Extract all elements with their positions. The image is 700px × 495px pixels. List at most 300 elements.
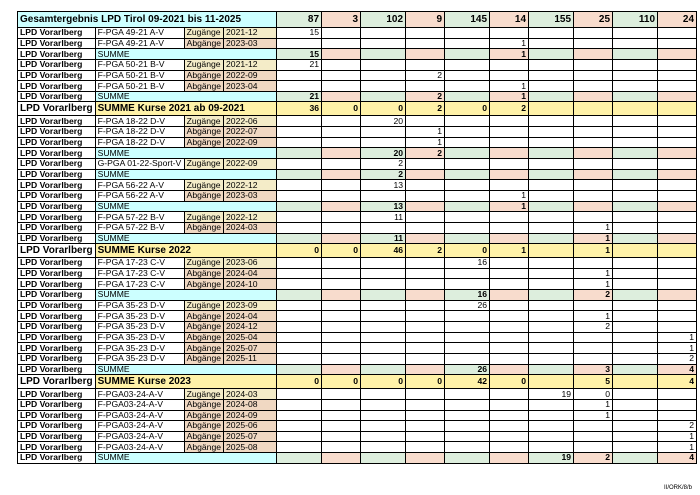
region-cell: LPD Vorarlberg <box>18 180 96 191</box>
kurs-total-value: 2 <box>406 244 445 258</box>
summe-value: 11 <box>361 233 406 244</box>
value-cell <box>277 353 322 364</box>
summe-value: 2 <box>574 453 613 464</box>
summe-value: 2 <box>406 91 445 102</box>
table-row <box>18 212 697 223</box>
region-cell: LPD Vorarlberg <box>18 201 96 212</box>
value-cell <box>529 442 574 453</box>
value-cell <box>361 332 406 343</box>
table-row <box>18 180 697 191</box>
date-cell: 2022-06 <box>224 116 277 127</box>
results-table <box>17 11 697 464</box>
table-row <box>18 410 697 421</box>
value-cell <box>529 268 574 279</box>
summe-label: SUMME <box>95 290 276 301</box>
value-cell: 20 <box>361 116 406 127</box>
value-cell <box>613 353 658 364</box>
summe-value <box>277 290 322 301</box>
course-cell: F-PGA 35-23 D-V <box>95 300 184 311</box>
value-cell <box>658 399 697 410</box>
value-cell: 1 <box>658 332 697 343</box>
date-cell: 2025-08 <box>224 442 277 453</box>
value-cell <box>445 311 490 322</box>
value-cell <box>445 28 490 39</box>
summe-label: SUMME <box>95 453 276 464</box>
value-cell <box>322 343 361 354</box>
course-cell: F-PGA 35-23 D-V <box>95 343 184 354</box>
value-cell <box>613 137 658 148</box>
summe-value <box>613 169 658 180</box>
value-cell <box>613 442 658 453</box>
value-cell <box>658 137 697 148</box>
value-cell <box>277 279 322 290</box>
value-cell <box>406 81 445 92</box>
value-cell <box>406 311 445 322</box>
value-cell <box>277 70 322 81</box>
movement-type-cell: Abgänge <box>184 81 223 92</box>
summe-value <box>406 233 445 244</box>
movement-type-cell: Abgänge <box>184 70 223 81</box>
kurs-total-value: 1 <box>574 244 613 258</box>
region-cell: LPD Vorarlberg <box>18 169 96 180</box>
value-cell <box>613 300 658 311</box>
value-cell <box>406 268 445 279</box>
value-cell <box>361 81 406 92</box>
value-cell <box>490 258 529 269</box>
kurs-total-value <box>613 102 658 116</box>
value-cell <box>406 353 445 364</box>
region-cell: LPD Vorarlberg <box>18 410 96 421</box>
summe-value: 26 <box>445 364 490 375</box>
summe-value <box>529 290 574 301</box>
kurs-total-value: 0 <box>277 244 322 258</box>
value-cell <box>574 81 613 92</box>
date-cell: 2024-04 <box>224 268 277 279</box>
value-cell <box>613 322 658 333</box>
value-cell <box>574 343 613 354</box>
value-cell <box>613 127 658 138</box>
value-cell <box>322 421 361 432</box>
value-cell <box>445 322 490 333</box>
kurs-total-value: 0 <box>490 375 529 389</box>
value-cell <box>361 421 406 432</box>
region-cell: LPD Vorarlberg <box>18 212 96 223</box>
region-cell: LPD Vorarlberg <box>18 268 96 279</box>
movement-type-cell: Abgänge <box>184 332 223 343</box>
summe-value <box>574 148 613 159</box>
course-cell: F-PGA03-24-A-V <box>95 421 184 432</box>
kurs-total-label: SUMME Kurse 2023 <box>95 375 276 389</box>
value-cell: 1 <box>406 127 445 138</box>
value-cell: 26 <box>445 300 490 311</box>
value-cell <box>529 311 574 322</box>
course-cell: G-PGA 01-22-Sport-V <box>95 159 184 170</box>
value-cell <box>361 70 406 81</box>
value-cell <box>574 421 613 432</box>
summe-value <box>529 201 574 212</box>
header-value: 87 <box>277 12 322 28</box>
value-cell <box>361 353 406 364</box>
table-row <box>18 421 697 432</box>
value-cell: 2 <box>406 70 445 81</box>
value-cell: 19 <box>529 389 574 400</box>
value-cell <box>445 442 490 453</box>
region-cell: LPD Vorarlberg <box>18 399 96 410</box>
region-cell: LPD Vorarlberg <box>18 190 96 201</box>
kurs-total-value <box>529 244 574 258</box>
summe-value <box>322 148 361 159</box>
kurs-total-row <box>18 102 697 116</box>
movement-type-cell: Abgänge <box>184 431 223 442</box>
value-cell <box>277 431 322 442</box>
value-cell <box>406 258 445 269</box>
value-cell <box>529 343 574 354</box>
value-cell <box>361 300 406 311</box>
value-cell <box>445 410 490 421</box>
date-cell: 2022-12 <box>224 212 277 223</box>
region-cell: LPD Vorarlberg <box>18 300 96 311</box>
movement-type-cell: Zugänge <box>184 180 223 191</box>
date-cell: 2021-12 <box>224 59 277 70</box>
movement-type-cell: Abgänge <box>184 137 223 148</box>
summe-value <box>322 233 361 244</box>
value-cell <box>361 279 406 290</box>
region-cell: LPD Vorarlberg <box>18 244 96 258</box>
value-cell <box>490 222 529 233</box>
value-cell <box>529 59 574 70</box>
table-row <box>18 190 697 201</box>
kurs-total-row <box>18 375 697 389</box>
value-cell <box>406 431 445 442</box>
value-cell <box>490 59 529 70</box>
value-cell <box>361 322 406 333</box>
value-cell: 1 <box>574 399 613 410</box>
table-row <box>18 389 697 400</box>
date-cell: 2024-03 <box>224 222 277 233</box>
summe-value: 15 <box>277 49 322 60</box>
summe-row <box>18 148 697 159</box>
kurs-total-value <box>529 375 574 389</box>
value-cell <box>658 322 697 333</box>
value-cell <box>322 431 361 442</box>
value-cell <box>277 81 322 92</box>
table-row <box>18 343 697 354</box>
value-cell <box>361 38 406 49</box>
course-cell: F-PGA 35-23 D-V <box>95 353 184 364</box>
region-cell: LPD Vorarlberg <box>18 389 96 400</box>
summe-value <box>613 364 658 375</box>
value-cell <box>322 410 361 421</box>
summe-value <box>613 453 658 464</box>
value-cell: 1 <box>658 431 697 442</box>
value-cell <box>613 159 658 170</box>
table-row <box>18 399 697 410</box>
summe-value <box>277 364 322 375</box>
course-cell: F-PGA 17-23 C-V <box>95 279 184 290</box>
course-cell: F-PGA 17-23 C-V <box>95 258 184 269</box>
value-cell <box>490 332 529 343</box>
value-cell <box>658 116 697 127</box>
date-cell: 2022-09 <box>224 137 277 148</box>
value-cell <box>490 268 529 279</box>
value-cell <box>277 410 322 421</box>
value-cell <box>322 159 361 170</box>
movement-type-cell: Abgänge <box>184 222 223 233</box>
value-cell <box>658 81 697 92</box>
date-cell: 2023-06 <box>224 258 277 269</box>
value-cell <box>322 137 361 148</box>
date-cell: 2024-03 <box>224 389 277 400</box>
summe-value: 16 <box>445 290 490 301</box>
value-cell <box>529 159 574 170</box>
summe-value <box>322 201 361 212</box>
summe-value <box>658 91 697 102</box>
value-cell <box>322 279 361 290</box>
value-cell <box>529 410 574 421</box>
region-cell: LPD Vorarlberg <box>18 431 96 442</box>
summe-value <box>613 49 658 60</box>
summe-value <box>361 364 406 375</box>
table-row <box>18 322 697 333</box>
region-cell: LPD Vorarlberg <box>18 59 96 70</box>
value-cell <box>322 311 361 322</box>
summe-label: SUMME <box>95 233 276 244</box>
value-cell <box>490 28 529 39</box>
value-cell <box>658 268 697 279</box>
value-cell <box>574 159 613 170</box>
summe-value <box>277 169 322 180</box>
summe-value <box>406 201 445 212</box>
value-cell <box>277 421 322 432</box>
value-cell <box>529 137 574 148</box>
value-cell <box>658 279 697 290</box>
value-cell <box>658 159 697 170</box>
value-cell <box>361 399 406 410</box>
date-cell: 2025-11 <box>224 353 277 364</box>
value-cell <box>322 300 361 311</box>
value-cell <box>658 300 697 311</box>
region-cell: LPD Vorarlberg <box>18 102 96 116</box>
header-value: 145 <box>445 12 490 28</box>
value-cell <box>529 190 574 201</box>
date-cell: 2025-04 <box>224 332 277 343</box>
summe-label: SUMME <box>95 169 276 180</box>
summe-value: 3 <box>574 364 613 375</box>
value-cell: 15 <box>277 28 322 39</box>
value-cell: 1 <box>574 410 613 421</box>
value-cell <box>445 38 490 49</box>
value-cell <box>322 353 361 364</box>
value-cell: 2 <box>658 353 697 364</box>
table-row <box>18 70 697 81</box>
value-cell <box>574 137 613 148</box>
table-row <box>18 137 697 148</box>
summe-row <box>18 91 697 102</box>
value-cell: 0 <box>574 389 613 400</box>
value-cell <box>445 137 490 148</box>
summe-value <box>322 91 361 102</box>
value-cell <box>277 389 322 400</box>
movement-type-cell: Abgänge <box>184 127 223 138</box>
value-cell <box>322 70 361 81</box>
value-cell <box>658 258 697 269</box>
date-cell: 2022-12 <box>224 180 277 191</box>
summe-value <box>529 364 574 375</box>
table-row <box>18 279 697 290</box>
summe-value <box>277 453 322 464</box>
value-cell: 16 <box>445 258 490 269</box>
kurs-total-value: 2 <box>406 102 445 116</box>
course-cell: F-PGA 49-21 A-V <box>95 28 184 39</box>
value-cell <box>490 159 529 170</box>
value-cell: 1 <box>658 343 697 354</box>
summe-value: 13 <box>361 201 406 212</box>
header-value: 102 <box>361 12 406 28</box>
region-cell: LPD Vorarlberg <box>18 343 96 354</box>
movement-type-cell: Abgänge <box>184 410 223 421</box>
value-cell <box>574 431 613 442</box>
summe-row <box>18 290 697 301</box>
value-cell <box>445 222 490 233</box>
summe-value: 1 <box>490 201 529 212</box>
region-cell: LPD Vorarlberg <box>18 127 96 138</box>
course-cell: F-PGA 35-23 D-V <box>95 311 184 322</box>
value-cell <box>529 116 574 127</box>
summe-value <box>613 148 658 159</box>
value-cell <box>445 389 490 400</box>
value-cell <box>490 180 529 191</box>
value-cell <box>277 332 322 343</box>
value-cell <box>445 353 490 364</box>
value-cell <box>361 190 406 201</box>
summe-value <box>490 290 529 301</box>
kurs-total-value: 0 <box>322 102 361 116</box>
value-cell <box>445 212 490 223</box>
kurs-total-value: 0 <box>445 102 490 116</box>
value-cell <box>445 159 490 170</box>
summe-value <box>658 49 697 60</box>
course-cell: F-PGA 35-23 D-V <box>95 332 184 343</box>
value-cell <box>613 190 658 201</box>
value-cell <box>658 190 697 201</box>
kurs-total-value: 0 <box>406 375 445 389</box>
value-cell <box>490 137 529 148</box>
date-cell: 2023-03 <box>224 38 277 49</box>
table-row <box>18 442 697 453</box>
summe-value <box>361 49 406 60</box>
course-cell: F-PGA 17-23 C-V <box>95 268 184 279</box>
table-row <box>18 332 697 343</box>
value-cell <box>406 190 445 201</box>
kurs-total-value <box>658 102 697 116</box>
course-cell: F-PGA03-24-A-V <box>95 389 184 400</box>
value-cell <box>277 300 322 311</box>
value-cell <box>322 180 361 191</box>
course-cell: F-PGA 50-21 B-V <box>95 59 184 70</box>
value-cell <box>445 190 490 201</box>
summe-value <box>658 148 697 159</box>
summe-value <box>406 49 445 60</box>
value-cell <box>445 180 490 191</box>
value-cell: 2 <box>574 322 613 333</box>
region-cell: LPD Vorarlberg <box>18 137 96 148</box>
date-cell: 2024-09 <box>224 410 277 421</box>
value-cell <box>277 268 322 279</box>
value-cell <box>529 279 574 290</box>
summe-value <box>277 148 322 159</box>
value-cell <box>658 311 697 322</box>
summe-value <box>322 169 361 180</box>
region-cell: LPD Vorarlberg <box>18 322 96 333</box>
value-cell: 1 <box>574 222 613 233</box>
value-cell <box>406 116 445 127</box>
value-cell <box>322 190 361 201</box>
kurs-total-value: 36 <box>277 102 322 116</box>
summe-value <box>445 453 490 464</box>
table-row <box>18 116 697 127</box>
date-cell: 2024-10 <box>224 279 277 290</box>
summe-value <box>361 91 406 102</box>
table-row <box>18 222 697 233</box>
summe-value <box>658 290 697 301</box>
value-cell <box>490 116 529 127</box>
value-cell <box>613 212 658 223</box>
value-cell <box>529 421 574 432</box>
summe-value <box>445 91 490 102</box>
course-cell: F-PGA 57-22 B-V <box>95 212 184 223</box>
value-cell <box>406 279 445 290</box>
region-cell: LPD Vorarlberg <box>18 116 96 127</box>
movement-type-cell: Abgänge <box>184 190 223 201</box>
movement-type-cell: Abgänge <box>184 353 223 364</box>
value-cell <box>277 159 322 170</box>
summe-row <box>18 169 697 180</box>
table-row <box>18 258 697 269</box>
movement-type-cell: Abgänge <box>184 399 223 410</box>
course-cell: F-PGA03-24-A-V <box>95 410 184 421</box>
value-cell <box>322 442 361 453</box>
value-cell <box>406 322 445 333</box>
value-cell <box>529 399 574 410</box>
region-cell: LPD Vorarlberg <box>18 332 96 343</box>
value-cell <box>529 322 574 333</box>
value-cell <box>658 212 697 223</box>
value-cell <box>322 212 361 223</box>
summe-value <box>277 201 322 212</box>
summe-value <box>658 201 697 212</box>
value-cell <box>445 431 490 442</box>
value-cell <box>574 258 613 269</box>
date-cell: 2022-07 <box>224 127 277 138</box>
summe-value <box>490 169 529 180</box>
value-cell <box>490 442 529 453</box>
value-cell <box>322 116 361 127</box>
kurs-total-row <box>18 244 697 258</box>
value-cell: 1 <box>490 38 529 49</box>
value-cell <box>322 59 361 70</box>
value-cell <box>361 127 406 138</box>
region-cell: LPD Vorarlberg <box>18 91 96 102</box>
value-cell <box>613 28 658 39</box>
value-cell: 1 <box>490 190 529 201</box>
summe-label: SUMME <box>95 49 276 60</box>
region-cell: LPD Vorarlberg <box>18 442 96 453</box>
value-cell <box>658 59 697 70</box>
course-cell: F-PGA03-24-A-V <box>95 431 184 442</box>
summe-value <box>322 364 361 375</box>
header-value: 14 <box>490 12 529 28</box>
value-cell <box>529 180 574 191</box>
